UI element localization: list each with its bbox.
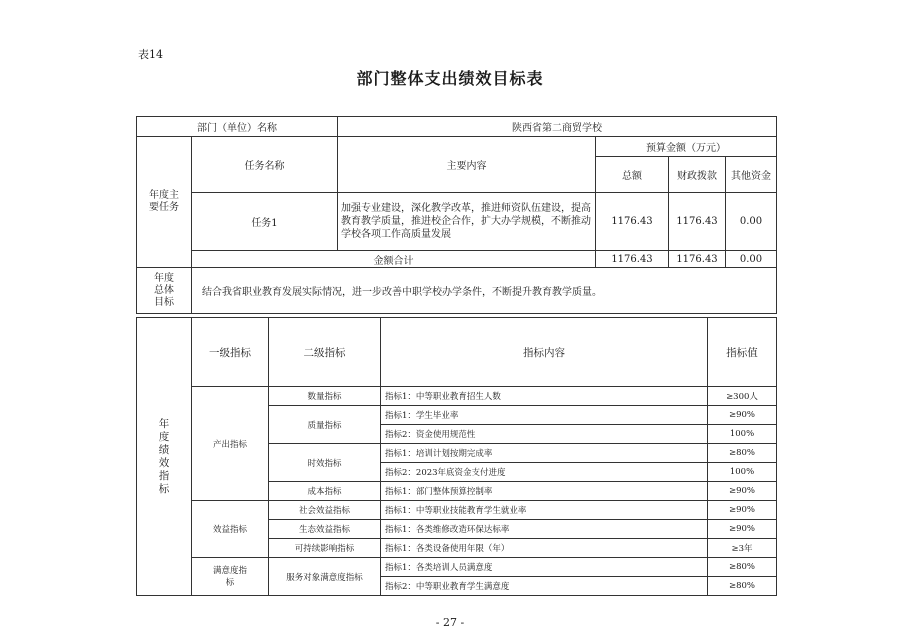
sum-row: [137, 251, 777, 268]
overall-label: 年度总体目标: [137, 268, 192, 314]
indicators-table: [136, 317, 777, 596]
indicator-value: ≥90%: [708, 482, 777, 501]
page-number: - 27 -: [435, 616, 465, 629]
indicator-value: ≥80%: [708, 558, 777, 577]
indicator-content: 指标2：中等职业教育学生满意度: [381, 577, 708, 596]
indicator-value: 100%: [708, 463, 777, 482]
col-other: 其他资金: [726, 157, 777, 193]
sum-total: 1176.43: [596, 251, 669, 268]
tasks-header-row: [137, 137, 777, 157]
indicator-content: 指标2：2023年底资金支付进度: [381, 463, 708, 482]
level2-cost: 成本指标: [269, 482, 381, 501]
sum-finance: 1176.43: [669, 251, 726, 268]
indicators-section-label: 年度绩效指标: [137, 318, 192, 596]
dept-label: 部门（单位）名称: [137, 117, 338, 137]
sum-other: 0.00: [726, 251, 777, 268]
indicator-value: ≥80%: [708, 444, 777, 463]
level2-quality: 质量指标: [269, 406, 381, 444]
indicator-value: 100%: [708, 425, 777, 444]
dept-row: [137, 117, 777, 137]
group-satisfaction: 满意度指标: [192, 558, 269, 596]
indicator-content: 指标1：中等职业技能教育学生就业率: [381, 501, 708, 520]
task-name: 任务1: [192, 193, 338, 251]
indicator-content: 指标1：中等职业教育招生人数: [381, 387, 708, 406]
level2-ecological: 生态效益指标: [269, 520, 381, 539]
sum-label: 金额合计: [192, 251, 596, 268]
overall-text: 结合我省职业教育发展实际情况，进一步改善中职学校办学条件，不断提升教育教学质量。: [192, 268, 777, 314]
col-total: 总额: [596, 157, 669, 193]
indicator-content: 指标1：部门整体预算控制率: [381, 482, 708, 501]
indicators-header-row: [137, 318, 777, 387]
indicator-value: ≥80%: [708, 577, 777, 596]
level2-sustainable: 可持续影响指标: [269, 539, 381, 558]
tasks-section-label: 年度主要任务: [137, 137, 192, 268]
table-row: [137, 387, 777, 406]
task-other: 0.00: [726, 193, 777, 251]
table-number: 表14: [138, 48, 163, 61]
col-finance: 财政拨款: [669, 157, 726, 193]
level2-service: 服务对象满意度指标: [269, 558, 381, 596]
task-total: 1176.43: [596, 193, 669, 251]
indicator-value: ≥90%: [708, 406, 777, 425]
indicator-content: 指标2：资金使用规范性: [381, 425, 708, 444]
level2-quantity: 数量指标: [269, 387, 381, 406]
col-level1: 一级指标: [192, 318, 269, 387]
col-task-name: 任务名称: [192, 137, 338, 193]
overall-row: [137, 268, 777, 314]
col-main-content: 主要内容: [338, 137, 596, 193]
level2-timeliness: 时效指标: [269, 444, 381, 482]
table-row: [137, 501, 777, 520]
col-value: 指标值: [708, 318, 777, 387]
col-content: 指标内容: [381, 318, 708, 387]
task-finance: 1176.43: [669, 193, 726, 251]
col-level2: 二级指标: [269, 318, 381, 387]
indicator-content: 指标1：培训计划按期完成率: [381, 444, 708, 463]
level2-social: 社会效益指标: [269, 501, 381, 520]
indicator-value: ≥300人: [708, 387, 777, 406]
page-title: 部门整体支出绩效目标表: [356, 69, 544, 88]
indicator-value: ≥90%: [708, 520, 777, 539]
indicator-content: 指标1：各类维修改造环保达标率: [381, 520, 708, 539]
indicator-content: 指标1：各类设备使用年限（年）: [381, 539, 708, 558]
tasks-table: [136, 116, 777, 314]
group-output: 产出指标: [192, 387, 269, 501]
dept-name: 陕西省第二商贸学校: [338, 117, 777, 137]
indicator-value: ≥3年: [708, 539, 777, 558]
table-row: [137, 193, 777, 251]
table-row: [137, 558, 777, 577]
indicator-content: 指标1：学生毕业率: [381, 406, 708, 425]
col-budget: 预算金额（万元）: [596, 137, 777, 157]
task-content: 加强专业建设，深化教学改革，推进师资队伍建设，提高教育教学质量，推进校企合作，扩大办学规模，不断推动学校各项工作高质量发展: [338, 193, 596, 251]
indicator-value: ≥90%: [708, 501, 777, 520]
group-benefit: 效益指标: [192, 501, 269, 558]
indicator-content: 指标1：各类培训人员满意度: [381, 558, 708, 577]
